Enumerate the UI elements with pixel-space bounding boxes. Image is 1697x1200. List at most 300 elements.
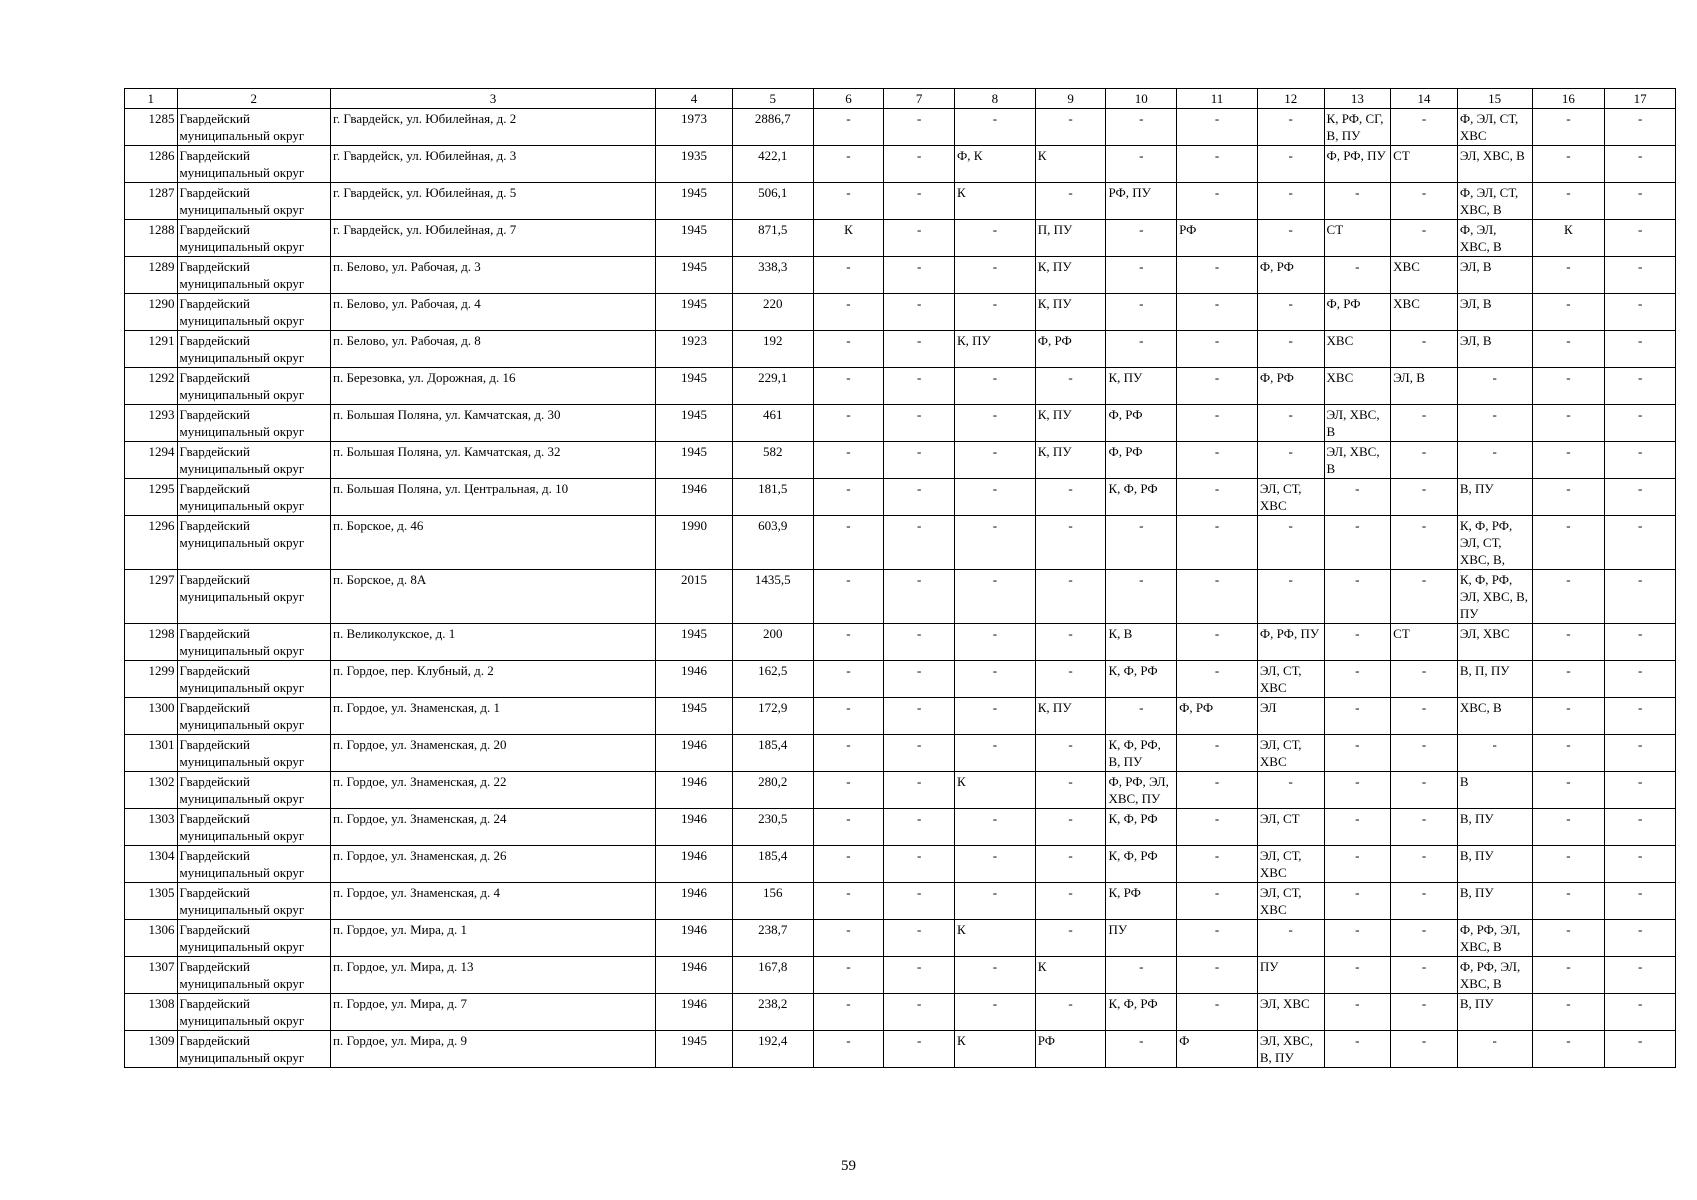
cell-col-13: - (1324, 1031, 1391, 1068)
cell-col-14: - (1391, 809, 1458, 846)
cell-col-7: - (884, 368, 955, 405)
cell-col-11: - (1177, 957, 1258, 994)
column-header: 14 (1391, 89, 1458, 109)
cell-col-11: - (1177, 735, 1258, 772)
cell-district: Гвардейский муниципальный округ (177, 883, 330, 920)
cell-col-16: - (1532, 294, 1605, 331)
cell-area: 280,2 (732, 772, 813, 809)
cell-col-9: К (1035, 957, 1106, 994)
cell-col-14: - (1391, 846, 1458, 883)
cell-col-12: Ф, РФ (1257, 368, 1324, 405)
cell-col-16: - (1532, 772, 1605, 809)
cell-year: 1945 (656, 220, 733, 257)
cell-col-9: К, ПУ (1035, 405, 1106, 442)
cell-district: Гвардейский муниципальный округ (177, 183, 330, 220)
table-body (125, 109, 1676, 1068)
cell-col-6: - (813, 183, 884, 220)
table-row (125, 846, 1676, 883)
cell-address: п. Белово, ул. Рабочая, д. 8 (330, 331, 655, 368)
cell-district: Гвардейский муниципальный округ (177, 109, 330, 146)
cell-col-6: - (813, 331, 884, 368)
cell-col-14: - (1391, 698, 1458, 735)
cell-address: п. Гордое, пер. Клубный, д. 2 (330, 661, 655, 698)
cell-col-7: - (884, 994, 955, 1031)
cell-col-7: - (884, 331, 955, 368)
cell-col-8: - (954, 257, 1035, 294)
cell-address: п. Борское, д. 8А (330, 570, 655, 624)
cell-col-16: К (1532, 220, 1605, 257)
cell-col-12: - (1257, 570, 1324, 624)
cell-col-7: - (884, 661, 955, 698)
cell-col-12: - (1257, 405, 1324, 442)
cell-col-8: - (954, 405, 1035, 442)
cell-col-14: - (1391, 570, 1458, 624)
cell-col-9: - (1035, 183, 1106, 220)
cell-area: 200 (732, 624, 813, 661)
cell-row-number: 1306 (125, 920, 178, 957)
cell-row-number: 1286 (125, 146, 178, 183)
cell-col-8: - (954, 109, 1035, 146)
cell-col-15: ЭЛ, ХВС, В (1457, 146, 1532, 183)
cell-area: 220 (732, 294, 813, 331)
cell-col-10: К, Ф, РФ (1106, 994, 1177, 1031)
cell-col-8: - (954, 570, 1035, 624)
cell-year: 1946 (656, 846, 733, 883)
cell-col-9: - (1035, 368, 1106, 405)
cell-col-14: ХВС (1391, 257, 1458, 294)
column-header: 2 (177, 89, 330, 109)
cell-col-9: К, ПУ (1035, 442, 1106, 479)
cell-col-16: - (1532, 479, 1605, 516)
cell-col-15: К, Ф, РФ, ЭЛ, СТ, ХВС, В, (1457, 516, 1532, 570)
cell-col-16: - (1532, 846, 1605, 883)
cell-col-16: - (1532, 920, 1605, 957)
cell-col-6: - (813, 294, 884, 331)
cell-col-10: Ф, РФ (1106, 405, 1177, 442)
cell-area: 162,5 (732, 661, 813, 698)
cell-col-16: - (1532, 516, 1605, 570)
cell-col-11: - (1177, 146, 1258, 183)
cell-col-16: - (1532, 183, 1605, 220)
cell-district: Гвардейский муниципальный округ (177, 479, 330, 516)
cell-district: Гвардейский муниципальный округ (177, 294, 330, 331)
cell-col-7: - (884, 809, 955, 846)
cell-address: п. Гордое, ул. Мира, д. 1 (330, 920, 655, 957)
cell-col-14: СТ (1391, 624, 1458, 661)
cell-col-9: П, ПУ (1035, 220, 1106, 257)
cell-district: Гвардейский муниципальный округ (177, 516, 330, 570)
cell-col-6: - (813, 735, 884, 772)
cell-col-7: - (884, 920, 955, 957)
cell-row-number: 1298 (125, 624, 178, 661)
cell-col-6: - (813, 146, 884, 183)
cell-address: г. Гвардейск, ул. Юбилейная, д. 2 (330, 109, 655, 146)
cell-col-10: - (1106, 294, 1177, 331)
cell-area: 506,1 (732, 183, 813, 220)
cell-col-9: - (1035, 624, 1106, 661)
cell-col-10: РФ, ПУ (1106, 183, 1177, 220)
cell-col-14: - (1391, 109, 1458, 146)
cell-address: п. Великолукское, д. 1 (330, 624, 655, 661)
cell-col-11: - (1177, 883, 1258, 920)
cell-col-13: - (1324, 920, 1391, 957)
cell-col-13: СТ (1324, 220, 1391, 257)
cell-col-7: - (884, 624, 955, 661)
cell-col-8: - (954, 957, 1035, 994)
cell-col-8: - (954, 442, 1035, 479)
cell-col-11: - (1177, 570, 1258, 624)
cell-col-7: - (884, 570, 955, 624)
cell-col-16: - (1532, 331, 1605, 368)
cell-col-13: - (1324, 479, 1391, 516)
cell-col-17: - (1605, 883, 1676, 920)
cell-col-16: - (1532, 624, 1605, 661)
column-header: 12 (1257, 89, 1324, 109)
cell-col-12: - (1257, 183, 1324, 220)
cell-col-9: - (1035, 994, 1106, 1031)
cell-col-8: К, ПУ (954, 331, 1035, 368)
register-table (124, 88, 1676, 1068)
cell-year: 1946 (656, 809, 733, 846)
table-row (125, 331, 1676, 368)
table-row (125, 146, 1676, 183)
column-header: 10 (1106, 89, 1177, 109)
cell-col-13: ХВС (1324, 331, 1391, 368)
cell-col-11: - (1177, 368, 1258, 405)
table-row (125, 883, 1676, 920)
cell-col-12: Ф, РФ (1257, 257, 1324, 294)
cell-year: 1945 (656, 405, 733, 442)
cell-col-14: ХВС (1391, 294, 1458, 331)
cell-col-11: - (1177, 183, 1258, 220)
cell-col-12: - (1257, 109, 1324, 146)
cell-col-6: - (813, 257, 884, 294)
cell-col-17: - (1605, 220, 1676, 257)
table-row (125, 994, 1676, 1031)
cell-area: 167,8 (732, 957, 813, 994)
cell-col-7: - (884, 257, 955, 294)
cell-area: 238,2 (732, 994, 813, 1031)
cell-col-15: В, ПУ (1457, 883, 1532, 920)
cell-col-16: - (1532, 257, 1605, 294)
cell-col-17: - (1605, 183, 1676, 220)
cell-col-17: - (1605, 772, 1676, 809)
register-sheet (124, 88, 1676, 1068)
cell-col-10: - (1106, 109, 1177, 146)
column-header: 8 (954, 89, 1035, 109)
cell-col-14: - (1391, 442, 1458, 479)
cell-col-16: - (1532, 442, 1605, 479)
cell-col-8: Ф, К (954, 146, 1035, 183)
cell-col-8: - (954, 846, 1035, 883)
cell-row-number: 1309 (125, 1031, 178, 1068)
cell-col-15: - (1457, 405, 1532, 442)
cell-col-11: - (1177, 624, 1258, 661)
cell-area: 461 (732, 405, 813, 442)
cell-area: 192,4 (732, 1031, 813, 1068)
cell-col-15: ЭЛ, В (1457, 257, 1532, 294)
cell-col-12: - (1257, 442, 1324, 479)
cell-col-14: - (1391, 479, 1458, 516)
cell-district: Гвардейский муниципальный округ (177, 772, 330, 809)
cell-col-16: - (1532, 735, 1605, 772)
cell-col-17: - (1605, 957, 1676, 994)
cell-col-11: - (1177, 994, 1258, 1031)
cell-col-12: ЭЛ, СТ, ХВС (1257, 883, 1324, 920)
cell-col-13: - (1324, 772, 1391, 809)
cell-col-6: - (813, 368, 884, 405)
column-header: 13 (1324, 89, 1391, 109)
cell-col-11: - (1177, 294, 1258, 331)
cell-col-13: К, РФ, СГ, В, ПУ (1324, 109, 1391, 146)
cell-year: 1945 (656, 294, 733, 331)
cell-year: 1946 (656, 920, 733, 957)
cell-area: 156 (732, 883, 813, 920)
table-row (125, 772, 1676, 809)
cell-col-14: - (1391, 220, 1458, 257)
cell-col-8: - (954, 624, 1035, 661)
cell-col-7: - (884, 294, 955, 331)
cell-col-10: - (1106, 257, 1177, 294)
cell-col-8: - (954, 698, 1035, 735)
cell-col-17: - (1605, 109, 1676, 146)
cell-col-11: - (1177, 809, 1258, 846)
cell-row-number: 1302 (125, 772, 178, 809)
cell-year: 1945 (656, 624, 733, 661)
cell-col-14: - (1391, 920, 1458, 957)
cell-col-8: - (954, 516, 1035, 570)
column-header: 7 (884, 89, 955, 109)
cell-col-11: Ф (1177, 1031, 1258, 1068)
cell-col-17: - (1605, 257, 1676, 294)
cell-col-11: - (1177, 661, 1258, 698)
cell-row-number: 1307 (125, 957, 178, 994)
cell-area: 172,9 (732, 698, 813, 735)
cell-col-10: К, ПУ (1106, 368, 1177, 405)
cell-col-12: ПУ (1257, 957, 1324, 994)
column-header: 17 (1605, 89, 1676, 109)
cell-col-9: - (1035, 883, 1106, 920)
cell-col-6: - (813, 846, 884, 883)
cell-row-number: 1293 (125, 405, 178, 442)
column-header: 3 (330, 89, 655, 109)
cell-year: 1990 (656, 516, 733, 570)
cell-col-17: - (1605, 405, 1676, 442)
cell-col-9: - (1035, 516, 1106, 570)
cell-col-16: - (1532, 994, 1605, 1031)
cell-year: 1946 (656, 735, 733, 772)
cell-col-16: - (1532, 405, 1605, 442)
table-row (125, 368, 1676, 405)
table-row (125, 624, 1676, 661)
cell-address: п. Березовка, ул. Дорожная, д. 16 (330, 368, 655, 405)
table-row (125, 220, 1676, 257)
table-row (125, 809, 1676, 846)
cell-row-number: 1305 (125, 883, 178, 920)
cell-col-16: - (1532, 957, 1605, 994)
cell-col-12: ЭЛ, СТ, ХВС (1257, 846, 1324, 883)
cell-col-17: - (1605, 920, 1676, 957)
table-row (125, 957, 1676, 994)
cell-col-12: ЭЛ, ХВС (1257, 994, 1324, 1031)
cell-col-9: - (1035, 479, 1106, 516)
cell-row-number: 1299 (125, 661, 178, 698)
cell-col-15: ЭЛ, ХВС (1457, 624, 1532, 661)
cell-col-7: - (884, 146, 955, 183)
cell-col-13: - (1324, 624, 1391, 661)
cell-row-number: 1287 (125, 183, 178, 220)
cell-col-15: В, ПУ (1457, 479, 1532, 516)
cell-address: п. Белово, ул. Рабочая, д. 3 (330, 257, 655, 294)
cell-col-6: - (813, 516, 884, 570)
cell-col-15: - (1457, 368, 1532, 405)
table-row (125, 294, 1676, 331)
cell-district: Гвардейский муниципальный округ (177, 957, 330, 994)
cell-col-9: - (1035, 570, 1106, 624)
cell-col-6: - (813, 109, 884, 146)
cell-col-12: ЭЛ (1257, 698, 1324, 735)
cell-col-9: - (1035, 920, 1106, 957)
cell-row-number: 1301 (125, 735, 178, 772)
cell-col-16: - (1532, 661, 1605, 698)
cell-year: 1946 (656, 883, 733, 920)
cell-row-number: 1295 (125, 479, 178, 516)
cell-district: Гвардейский муниципальный округ (177, 735, 330, 772)
table-row (125, 183, 1676, 220)
column-header: 1 (125, 89, 178, 109)
cell-col-10: - (1106, 698, 1177, 735)
cell-address: п. Белово, ул. Рабочая, д. 4 (330, 294, 655, 331)
cell-col-7: - (884, 1031, 955, 1068)
cell-row-number: 1297 (125, 570, 178, 624)
cell-col-13: - (1324, 846, 1391, 883)
cell-district: Гвардейский муниципальный округ (177, 809, 330, 846)
cell-col-10: - (1106, 516, 1177, 570)
cell-col-14: ЭЛ, В (1391, 368, 1458, 405)
cell-col-7: - (884, 183, 955, 220)
cell-col-12: - (1257, 772, 1324, 809)
cell-col-8: К (954, 920, 1035, 957)
column-header: 16 (1532, 89, 1605, 109)
cell-row-number: 1292 (125, 368, 178, 405)
cell-col-14: - (1391, 772, 1458, 809)
table-row (125, 1031, 1676, 1068)
cell-col-6: - (813, 661, 884, 698)
cell-district: Гвардейский муниципальный округ (177, 146, 330, 183)
cell-col-6: - (813, 920, 884, 957)
cell-col-17: - (1605, 1031, 1676, 1068)
cell-col-11: - (1177, 405, 1258, 442)
cell-col-15: В, ПУ (1457, 809, 1532, 846)
column-header: 15 (1457, 89, 1532, 109)
cell-address: п. Гордое, ул. Знаменская, д. 4 (330, 883, 655, 920)
cell-col-10: - (1106, 570, 1177, 624)
cell-col-6: - (813, 442, 884, 479)
cell-col-10: К, Ф, РФ (1106, 661, 1177, 698)
cell-col-17: - (1605, 846, 1676, 883)
cell-col-13: ЭЛ, ХВС, В (1324, 442, 1391, 479)
cell-col-7: - (884, 405, 955, 442)
cell-area: 229,1 (732, 368, 813, 405)
cell-col-14: - (1391, 957, 1458, 994)
cell-col-16: - (1532, 883, 1605, 920)
cell-col-14: - (1391, 183, 1458, 220)
cell-col-15: ЭЛ, В (1457, 294, 1532, 331)
cell-col-9: К, ПУ (1035, 294, 1106, 331)
cell-address: п. Большая Поляна, ул. Камчатская, д. 32 (330, 442, 655, 479)
cell-row-number: 1296 (125, 516, 178, 570)
cell-col-14: - (1391, 994, 1458, 1031)
cell-col-7: - (884, 109, 955, 146)
cell-row-number: 1304 (125, 846, 178, 883)
cell-col-9: - (1035, 772, 1106, 809)
cell-district: Гвардейский муниципальный округ (177, 994, 330, 1031)
cell-col-6: - (813, 809, 884, 846)
cell-year: 1945 (656, 183, 733, 220)
cell-col-13: - (1324, 661, 1391, 698)
cell-col-10: Ф, РФ, ЭЛ, ХВС, ПУ (1106, 772, 1177, 809)
cell-district: Гвардейский муниципальный округ (177, 920, 330, 957)
cell-col-6: - (813, 405, 884, 442)
cell-col-8: - (954, 479, 1035, 516)
cell-col-13: - (1324, 570, 1391, 624)
cell-area: 2886,7 (732, 109, 813, 146)
cell-col-10: К, Ф, РФ, В, ПУ (1106, 735, 1177, 772)
column-header: 4 (656, 89, 733, 109)
cell-col-8: - (954, 994, 1035, 1031)
cell-col-7: - (884, 957, 955, 994)
cell-year: 1945 (656, 368, 733, 405)
cell-col-9: Ф, РФ (1035, 331, 1106, 368)
cell-area: 185,4 (732, 735, 813, 772)
cell-col-11: - (1177, 331, 1258, 368)
cell-col-13: - (1324, 994, 1391, 1031)
cell-col-15: Ф, ЭЛ, ХВС, В (1457, 220, 1532, 257)
cell-col-15: В, ПУ (1457, 846, 1532, 883)
cell-address: п. Гордое, ул. Знаменская, д. 22 (330, 772, 655, 809)
cell-row-number: 1308 (125, 994, 178, 1031)
table-row (125, 698, 1676, 735)
cell-col-14: - (1391, 516, 1458, 570)
cell-address: г. Гвардейск, ул. Юбилейная, д. 5 (330, 183, 655, 220)
cell-address: п. Большая Поляна, ул. Камчатская, д. 30 (330, 405, 655, 442)
cell-col-10: - (1106, 146, 1177, 183)
cell-col-7: - (884, 516, 955, 570)
cell-col-7: - (884, 772, 955, 809)
cell-col-17: - (1605, 735, 1676, 772)
cell-col-14: - (1391, 331, 1458, 368)
cell-col-9: - (1035, 735, 1106, 772)
cell-col-6: - (813, 1031, 884, 1068)
cell-col-10: - (1106, 1031, 1177, 1068)
cell-col-12: - (1257, 516, 1324, 570)
cell-col-13: - (1324, 183, 1391, 220)
cell-col-10: - (1106, 220, 1177, 257)
cell-row-number: 1291 (125, 331, 178, 368)
table-row (125, 405, 1676, 442)
table-row (125, 479, 1676, 516)
cell-col-11: - (1177, 920, 1258, 957)
cell-district: Гвардейский муниципальный округ (177, 1031, 330, 1068)
cell-col-10: Ф, РФ (1106, 442, 1177, 479)
cell-col-7: - (884, 220, 955, 257)
cell-col-11: - (1177, 516, 1258, 570)
cell-col-12: ЭЛ, СТ, ХВС (1257, 735, 1324, 772)
cell-col-15: - (1457, 735, 1532, 772)
cell-year: 1923 (656, 331, 733, 368)
cell-col-12: Ф, РФ, ПУ (1257, 624, 1324, 661)
cell-col-13: - (1324, 257, 1391, 294)
